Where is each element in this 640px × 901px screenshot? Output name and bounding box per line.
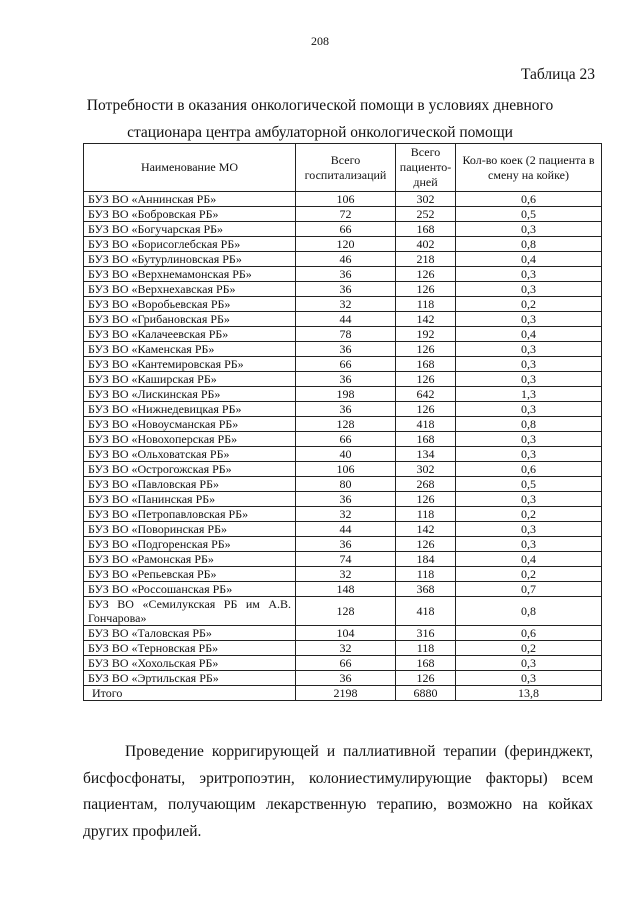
cell-days: 134 xyxy=(396,447,456,462)
cell-days: 268 xyxy=(396,477,456,492)
cell-days: 168 xyxy=(396,357,456,372)
cell-days: 168 xyxy=(396,656,456,671)
cell-hosp: 66 xyxy=(296,432,396,447)
cell-days: 368 xyxy=(396,582,456,597)
cell-name: БУЗ ВО «Россошанская РБ» xyxy=(84,582,296,597)
table-label: Таблица 23 xyxy=(520,66,595,83)
table-row xyxy=(84,297,602,312)
cell-beds: 0,3 xyxy=(456,342,602,357)
table-row xyxy=(84,417,602,432)
table-row xyxy=(84,552,602,567)
cell-beds: 0,2 xyxy=(456,297,602,312)
table-row xyxy=(84,312,602,327)
cell-name: БУЗ ВО «Хохольская РБ» xyxy=(84,656,296,671)
cell-beds: 1,3 xyxy=(456,387,602,402)
cell-hosp: 36 xyxy=(296,282,396,297)
table-header-row xyxy=(84,144,602,192)
cell-beds: 0,3 xyxy=(456,267,602,282)
cell-beds: 0,3 xyxy=(456,656,602,671)
cell-hosp: 36 xyxy=(296,267,396,282)
cell-name: БУЗ ВО «Верхнехавская РБ» xyxy=(84,282,296,297)
table-row xyxy=(84,656,602,671)
table-row xyxy=(84,597,602,626)
table-row xyxy=(84,477,602,492)
cell-name: БУЗ ВО «Подгоренская РБ» xyxy=(84,537,296,552)
table-row xyxy=(84,537,602,552)
table-row xyxy=(84,357,602,372)
table-row xyxy=(84,402,602,417)
header-name: Наименование МО xyxy=(84,144,296,192)
cell-days: 642 xyxy=(396,387,456,402)
cell-name: БУЗ ВО «Ольховатская РБ» xyxy=(84,447,296,462)
table-body xyxy=(84,192,602,701)
table-row xyxy=(84,462,602,477)
cell-hosp: 74 xyxy=(296,552,396,567)
table-row xyxy=(84,207,602,222)
header-patient-days: Всего пациенто-дней xyxy=(396,144,456,192)
cell-name: БУЗ ВО «Острогожская РБ» xyxy=(84,462,296,477)
cell-name: БУЗ ВО «Калачеевская РБ» xyxy=(84,327,296,342)
cell-hosp: 66 xyxy=(296,656,396,671)
table-row xyxy=(84,582,602,597)
cell-days: 118 xyxy=(396,641,456,656)
cell-days: 126 xyxy=(396,282,456,297)
cell-days: 118 xyxy=(396,507,456,522)
cell-beds: 0,3 xyxy=(456,312,602,327)
cell-hosp: 36 xyxy=(296,372,396,387)
cell-hosp: 36 xyxy=(296,492,396,507)
cell-days: 316 xyxy=(396,626,456,641)
table-row xyxy=(84,237,602,252)
cell-days: 126 xyxy=(396,342,456,357)
cell-days: 184 xyxy=(396,552,456,567)
cell-name: БУЗ ВО «Новохоперская РБ» xyxy=(84,432,296,447)
cell-days: 126 xyxy=(396,537,456,552)
cell-days: 192 xyxy=(396,327,456,342)
cell-beds: 0,3 xyxy=(456,432,602,447)
cell-name: БУЗ ВО «Петропавловская РБ» xyxy=(84,507,296,522)
cell-days: 126 xyxy=(396,671,456,686)
cell-name: БУЗ ВО «Эртильская РБ» xyxy=(84,671,296,686)
cell-hosp: 72 xyxy=(296,207,396,222)
cell-beds: 0,8 xyxy=(456,417,602,432)
table-row xyxy=(84,567,602,582)
cell-days: 6880 xyxy=(396,686,456,701)
header-hospitalizations: Всего госпитализаций xyxy=(296,144,396,192)
cell-name: БУЗ ВО «Поворинская РБ» xyxy=(84,522,296,537)
cell-beds: 0,6 xyxy=(456,192,602,207)
cell-name: БУЗ ВО «Семилукская РБ им А.В. Гончарова» xyxy=(84,597,296,626)
cell-name: БУЗ ВО «Верхнемамонская РБ» xyxy=(84,267,296,282)
cell-beds: 0,8 xyxy=(456,597,602,626)
cell-hosp: 2198 xyxy=(296,686,396,701)
cell-hosp: 148 xyxy=(296,582,396,597)
cell-name: БУЗ ВО «Борисоглебская РБ» xyxy=(84,237,296,252)
cell-name: БУЗ ВО «Репьевская РБ» xyxy=(84,567,296,582)
cell-days: 126 xyxy=(396,402,456,417)
cell-beds: 0,3 xyxy=(456,537,602,552)
table-row xyxy=(84,252,602,267)
cell-name: БУЗ ВО «Бутурлиновская РБ» xyxy=(84,252,296,267)
cell-name: БУЗ ВО «Панинская РБ» xyxy=(84,492,296,507)
cell-hosp: 32 xyxy=(296,297,396,312)
cell-name: БУЗ ВО «Бобровская РБ» xyxy=(84,207,296,222)
cell-days: 168 xyxy=(396,432,456,447)
table-row xyxy=(84,522,602,537)
cell-days: 126 xyxy=(396,492,456,507)
cell-hosp: 198 xyxy=(296,387,396,402)
cell-days: 402 xyxy=(396,237,456,252)
cell-hosp: 104 xyxy=(296,626,396,641)
table-heading-line-1: Потребности в оказания онкологической помощи в условиях дневного xyxy=(86,97,554,114)
cell-beds: 0,5 xyxy=(456,477,602,492)
cell-name: БУЗ ВО «Нижнедевицкая РБ» xyxy=(84,402,296,417)
page-number: 208 xyxy=(311,34,329,48)
cell-beds: 0,4 xyxy=(456,552,602,567)
cell-beds: 0,2 xyxy=(456,567,602,582)
cell-beds: 0,4 xyxy=(456,327,602,342)
cell-days: 418 xyxy=(396,417,456,432)
cell-hosp: 44 xyxy=(296,522,396,537)
cell-days: 126 xyxy=(396,267,456,282)
cell-name: Итого xyxy=(84,686,296,701)
cell-hosp: 128 xyxy=(296,417,396,432)
table-row xyxy=(84,192,602,207)
cell-beds: 0,2 xyxy=(456,641,602,656)
cell-beds: 0,2 xyxy=(456,507,602,522)
cell-hosp: 36 xyxy=(296,537,396,552)
cell-beds: 0,3 xyxy=(456,282,602,297)
cell-hosp: 36 xyxy=(296,342,396,357)
cell-beds: 0,8 xyxy=(456,237,602,252)
cell-hosp: 78 xyxy=(296,327,396,342)
table-row xyxy=(84,372,602,387)
cell-name: БУЗ ВО «Богучарская РБ» xyxy=(84,222,296,237)
table-row xyxy=(84,387,602,402)
cell-name: БУЗ ВО «Каменская РБ» xyxy=(84,342,296,357)
cell-beds: 0,3 xyxy=(456,447,602,462)
table-row xyxy=(84,671,602,686)
cell-name: БУЗ ВО «Воробьевская РБ» xyxy=(84,297,296,312)
cell-beds: 0,5 xyxy=(456,207,602,222)
cell-hosp: 36 xyxy=(296,402,396,417)
cell-hosp: 80 xyxy=(296,477,396,492)
cell-name: БУЗ ВО «Аннинская РБ» xyxy=(84,192,296,207)
cell-hosp: 40 xyxy=(296,447,396,462)
table-row xyxy=(84,641,602,656)
table-row xyxy=(84,507,602,522)
cell-hosp: 66 xyxy=(296,357,396,372)
cell-name: БУЗ ВО «Таловская РБ» xyxy=(84,626,296,641)
cell-days: 302 xyxy=(396,192,456,207)
table-row xyxy=(84,432,602,447)
cell-days: 302 xyxy=(396,462,456,477)
cell-beds: 0,3 xyxy=(456,671,602,686)
cell-beds: 13,8 xyxy=(456,686,602,701)
cell-beds: 0,3 xyxy=(456,222,602,237)
cell-beds: 0,3 xyxy=(456,492,602,507)
table-heading xyxy=(60,92,580,146)
cell-days: 168 xyxy=(396,222,456,237)
cell-name: БУЗ ВО «Рамонская РБ» xyxy=(84,552,296,567)
cell-days: 142 xyxy=(396,522,456,537)
header-beds: Кол-во коек (2 пациента в смену на койке) xyxy=(456,144,602,192)
cell-days: 142 xyxy=(396,312,456,327)
cell-name: БУЗ ВО «Терновская РБ» xyxy=(84,641,296,656)
cell-beds: 0,6 xyxy=(456,462,602,477)
cell-hosp: 106 xyxy=(296,192,396,207)
cell-hosp: 36 xyxy=(296,671,396,686)
cell-name: БУЗ ВО «Лискинская РБ» xyxy=(84,387,296,402)
cell-name: БУЗ ВО «Каширская РБ» xyxy=(84,372,296,387)
cell-days: 118 xyxy=(396,297,456,312)
cell-hosp: 120 xyxy=(296,237,396,252)
cell-hosp: 44 xyxy=(296,312,396,327)
cell-name: БУЗ ВО «Павловская РБ» xyxy=(84,477,296,492)
table-row xyxy=(84,267,602,282)
cell-beds: 0,7 xyxy=(456,582,602,597)
table-row xyxy=(84,626,602,641)
cell-name: БУЗ ВО «Кантемировская РБ» xyxy=(84,357,296,372)
table-row xyxy=(84,447,602,462)
cell-hosp: 32 xyxy=(296,507,396,522)
cell-beds: 0,3 xyxy=(456,357,602,372)
cell-hosp: 32 xyxy=(296,567,396,582)
cell-hosp: 106 xyxy=(296,462,396,477)
cell-hosp: 66 xyxy=(296,222,396,237)
cell-days: 218 xyxy=(396,252,456,267)
table-row xyxy=(84,342,602,357)
cell-days: 418 xyxy=(396,597,456,626)
table-row xyxy=(84,222,602,237)
cell-beds: 0,3 xyxy=(456,372,602,387)
cell-hosp: 128 xyxy=(296,597,396,626)
cell-days: 252 xyxy=(396,207,456,222)
total-row xyxy=(84,686,602,701)
table-row xyxy=(84,327,602,342)
cell-hosp: 46 xyxy=(296,252,396,267)
table-row xyxy=(84,282,602,297)
cell-days: 126 xyxy=(396,372,456,387)
hospital-table xyxy=(83,143,602,701)
cell-beds: 0,3 xyxy=(456,402,602,417)
cell-hosp: 32 xyxy=(296,641,396,656)
table-row xyxy=(84,492,602,507)
cell-days: 118 xyxy=(396,567,456,582)
table-heading-line-2: стационара центра амбулаторной онкологической помощи xyxy=(127,124,513,141)
cell-beds: 0,6 xyxy=(456,626,602,641)
cell-beds: 0,4 xyxy=(456,252,602,267)
body-paragraph: Проведение корригирующей и паллиативной терапии (феринджект, бисфосфонаты, эритропоэтин, колониестимулирующие факторы) всем пациентам, получающим лекарственную терапию, возможно на койках других профилей. xyxy=(83,743,593,840)
cell-beds: 0,3 xyxy=(456,522,602,537)
cell-name: БУЗ ВО «Грибановская РБ» xyxy=(84,312,296,327)
cell-name: БУЗ ВО «Новоусманская РБ» xyxy=(84,417,296,432)
